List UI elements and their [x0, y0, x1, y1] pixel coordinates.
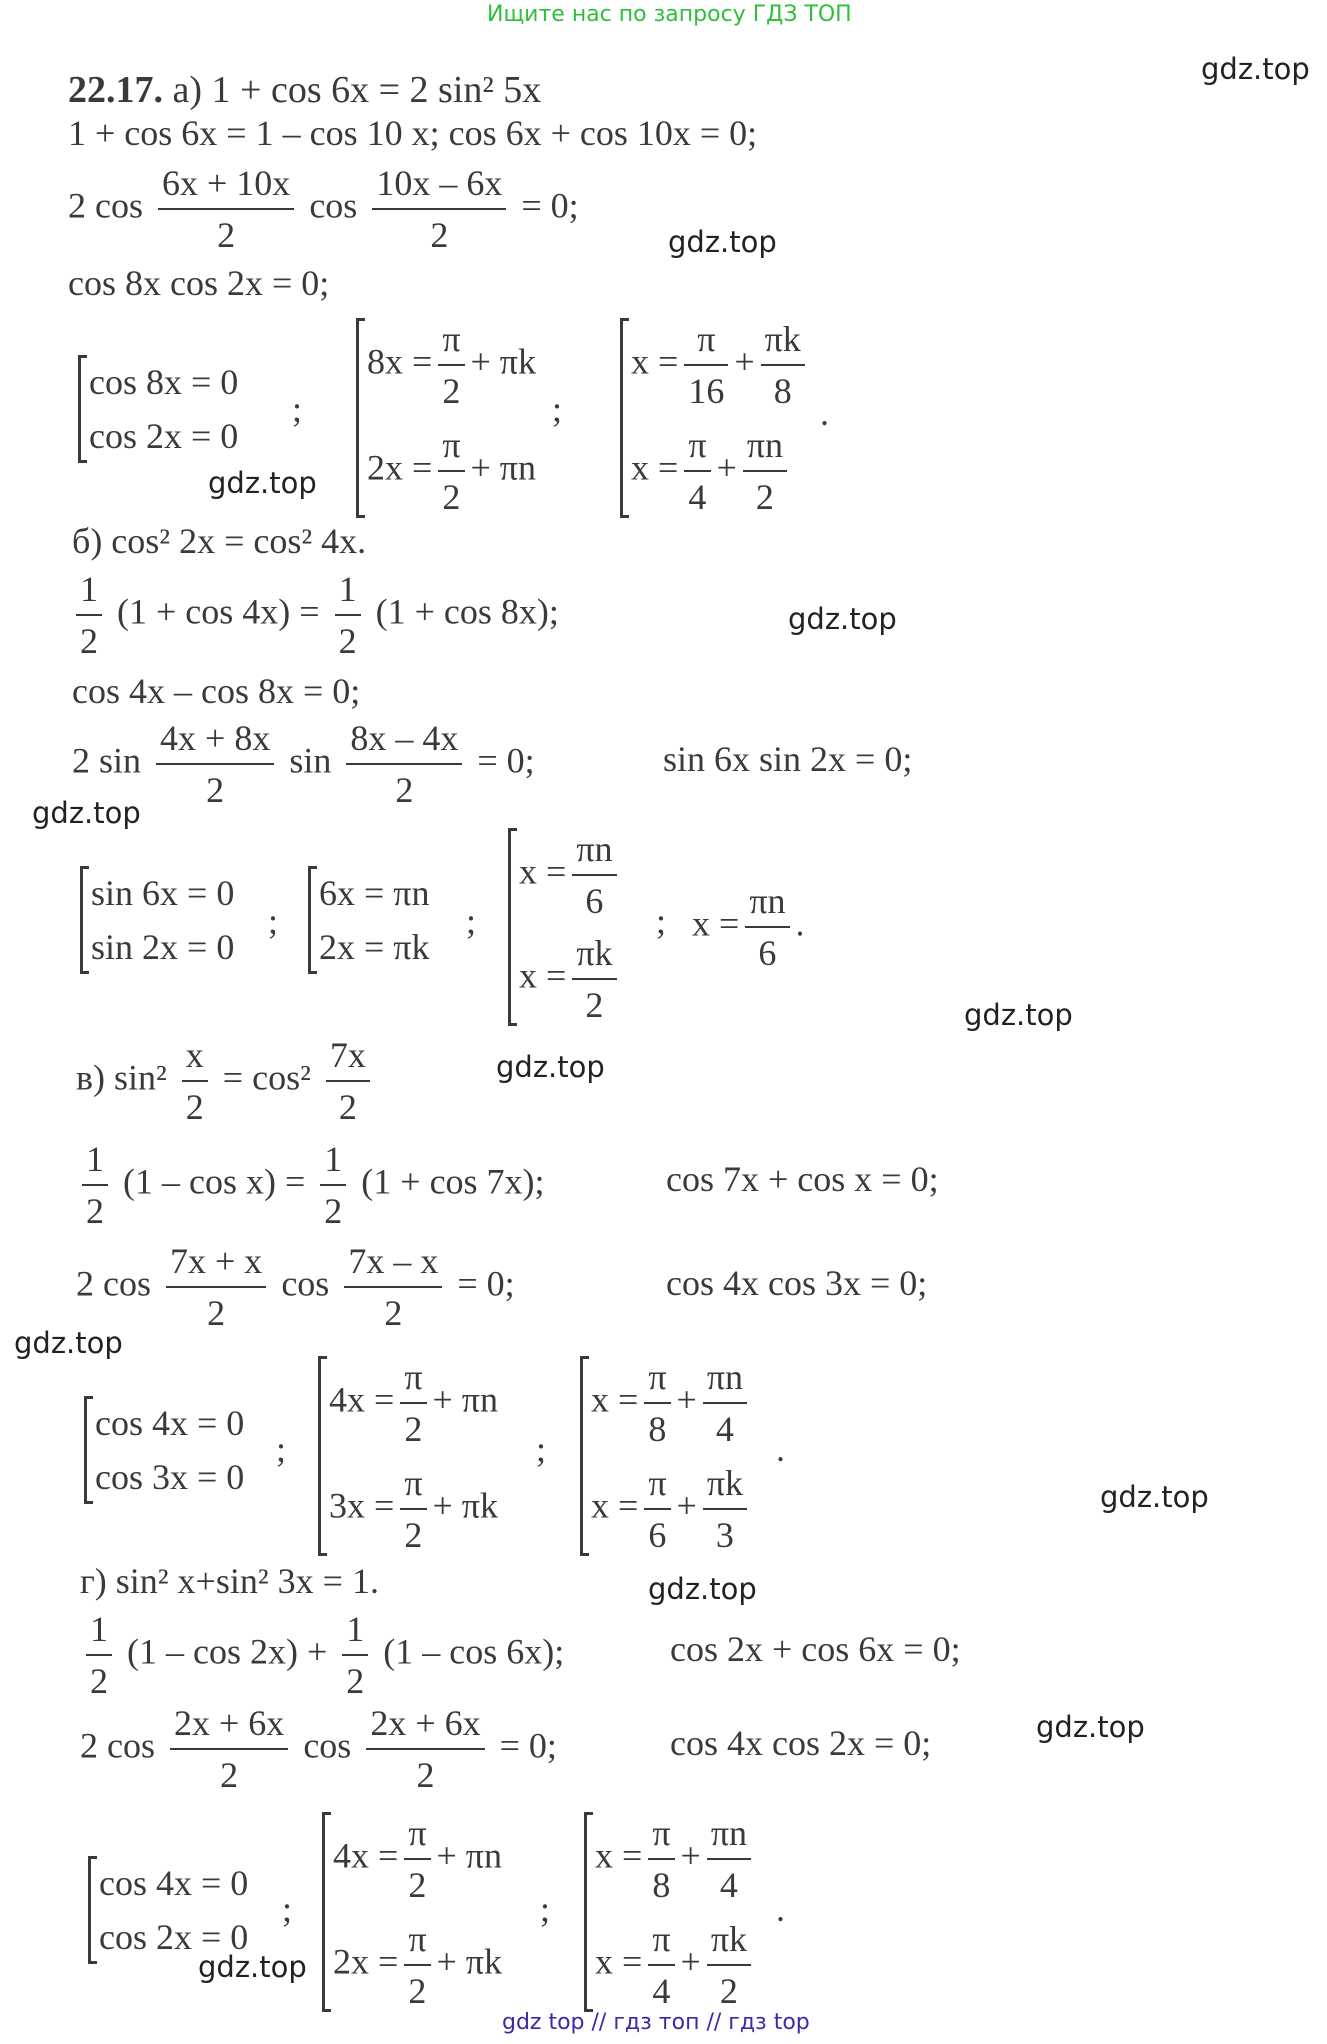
text: = 0; [477, 740, 535, 781]
text: 2 cos [68, 185, 143, 226]
text: = cos² [222, 1057, 311, 1098]
numerator: x [182, 1034, 208, 1082]
denominator: 2 [338, 621, 357, 661]
text: + [680, 1941, 701, 1982]
numerator: π [438, 424, 464, 472]
problem-c-line-2 [76, 1138, 545, 1232]
denominator: 2 [416, 1755, 435, 1795]
system-row: sin 6x = 0 [91, 873, 235, 913]
problem-a-statement: а) 1 + cos 6x = 2 sin² 5x [172, 69, 542, 111]
numerator: 6x + 10x [158, 162, 294, 210]
problem-b-line-4-right: sin 6x sin 2x = 0; [663, 739, 913, 779]
text: (1 – cos 6x); [383, 1631, 565, 1672]
system-row: cos 3x = 0 [95, 1457, 245, 1497]
numerator: πn [572, 828, 616, 876]
problem-d-system-1 [88, 1856, 248, 1964]
fraction [156, 717, 274, 811]
text: 4x = [329, 1379, 395, 1420]
watermark: gdz.top [14, 1326, 123, 1360]
system-row [333, 1918, 502, 2012]
text: = 0; [499, 1725, 557, 1766]
numerator: π [438, 318, 464, 366]
denominator: 4 [719, 1865, 738, 1905]
text: (1 + cos 8x); [375, 591, 559, 632]
denominator: 2 [80, 621, 98, 661]
system-row [367, 424, 536, 518]
text: + [676, 1379, 697, 1420]
numerator: 4x + 8x [156, 717, 274, 765]
system-row [519, 828, 623, 922]
text: 8x = [367, 341, 433, 382]
denominator: 4 [715, 1409, 734, 1449]
numerator: π [684, 424, 710, 472]
numerator: π [644, 1356, 670, 1404]
watermark: gdz.top [198, 1950, 307, 1984]
watermark: gdz.top [1036, 1710, 1145, 1744]
system-row [329, 1356, 498, 1450]
problem-b-system-3 [508, 828, 623, 1026]
denominator: 2 [206, 770, 225, 810]
problem-c-line-2-right: cos 7x + cos x = 0; [666, 1159, 939, 1199]
numerator: 7x – x [344, 1240, 442, 1288]
denominator: 6 [648, 1515, 667, 1555]
period: . [776, 1429, 785, 1469]
separator: ; [268, 901, 279, 941]
numerator: 8x – 4x [346, 717, 462, 765]
fraction [644, 1356, 670, 1450]
fraction [182, 1034, 208, 1128]
numerator: 2x + 6x [170, 1702, 288, 1750]
denominator: 2 [217, 215, 236, 255]
system-row [595, 1812, 757, 1906]
system-row: cos 2x = 0 [99, 1917, 249, 1957]
fraction [366, 1702, 484, 1796]
problem-number: 22.17. [68, 69, 163, 111]
separator: ; [552, 389, 563, 429]
text: (1 + cos 7x); [361, 1161, 545, 1202]
problem-b-line-3: cos 4x – cos 8x = 0; [72, 671, 361, 711]
problem-d-line-1: г) sin² x+sin² 3x = 1. [80, 1561, 379, 1601]
numerator: πk [761, 318, 805, 366]
problem-d-line-3-right: cos 4x cos 2x = 0; [670, 1723, 932, 1763]
watermark: gdz.top [648, 1572, 757, 1606]
text: + πn [470, 447, 536, 488]
period: . [795, 903, 805, 944]
system-row [591, 1462, 753, 1556]
numerator: π [404, 1918, 430, 1966]
numerator: 1 [335, 568, 361, 616]
separator: ; [276, 1429, 287, 1469]
fraction [438, 424, 464, 518]
separator: ; [536, 1429, 547, 1469]
fraction [745, 880, 789, 974]
denominator: 2 [719, 1971, 738, 2011]
problem-a-line-3 [68, 162, 579, 256]
text: + [680, 1835, 701, 1876]
text: 2x = [367, 447, 433, 488]
text: x = [595, 1941, 643, 1982]
fraction [170, 1702, 288, 1796]
denominator: 2 [404, 1409, 423, 1449]
problem-c-line-1 [76, 1034, 376, 1128]
watermark: gdz.top [208, 466, 317, 500]
denominator: 3 [715, 1515, 734, 1555]
problem-c-system-1 [84, 1396, 244, 1504]
numerator: π [684, 318, 728, 366]
system-row [333, 1812, 502, 1906]
numerator: πk [707, 1918, 751, 1966]
fraction [86, 1608, 112, 1702]
footer-links[interactable]: gdz top // гдз топ // гдз top [502, 2010, 810, 2035]
denominator: 2 [585, 985, 604, 1025]
separator: ; [466, 901, 477, 941]
fraction [404, 1812, 430, 1906]
system-row: 6x = πn [319, 873, 430, 913]
denominator: 4 [688, 477, 707, 517]
separator: ; [292, 389, 303, 429]
text: cos [309, 185, 358, 226]
fraction [320, 1138, 346, 1232]
text: + πk [470, 341, 536, 382]
problem-c-line-3 [76, 1240, 515, 1334]
fraction [648, 1812, 674, 1906]
system-row: 2x = πk [319, 927, 430, 967]
fraction [438, 318, 464, 412]
fraction [166, 1240, 266, 1334]
problem-a-line-1 [68, 68, 541, 112]
denominator: 8 [652, 1865, 671, 1905]
denominator: 2 [395, 770, 414, 810]
denominator: 8 [773, 371, 792, 411]
fraction [572, 828, 616, 922]
text: x = [631, 341, 679, 382]
fraction [684, 424, 710, 518]
fraction [400, 1356, 426, 1450]
text: + [734, 341, 755, 382]
text: x = [692, 903, 740, 944]
text: 2x = [333, 1941, 399, 1982]
denominator: 2 [442, 477, 461, 517]
numerator: πn [745, 880, 789, 928]
text: x = [631, 447, 679, 488]
text: + πn [436, 1835, 502, 1876]
denominator: 2 [220, 1755, 239, 1795]
fraction [684, 318, 728, 412]
text: x = [595, 1835, 643, 1876]
fraction [743, 424, 787, 518]
denominator: 2 [408, 1971, 427, 2011]
text: (1 + cos 4x) = [117, 591, 320, 632]
denominator: 6 [758, 933, 777, 973]
text: = 0; [521, 185, 579, 226]
system-row: cos 4x = 0 [95, 1403, 245, 1443]
watermark: gdz.top [668, 225, 777, 259]
text: (1 – cos x) = [123, 1161, 306, 1202]
numerator: 1 [320, 1138, 346, 1186]
system-row: sin 2x = 0 [91, 927, 235, 967]
denominator: 2 [324, 1191, 343, 1231]
problem-a-line-2: 1 + cos 6x = 1 – cos 10 x; cos 6x + cos 10x = 0; [68, 113, 758, 153]
problem-b-system-1 [80, 866, 234, 974]
system-row [591, 1356, 753, 1450]
text: 4x = [333, 1835, 399, 1876]
fraction [703, 1356, 747, 1450]
fraction [572, 932, 616, 1026]
numerator: π [648, 1918, 674, 1966]
numerator: πk [572, 932, 616, 980]
numerator: 7x [326, 1034, 370, 1082]
numerator: πn [743, 424, 787, 472]
denominator: 16 [688, 371, 725, 411]
fraction [344, 1240, 442, 1334]
problem-a-system-1 [78, 355, 238, 463]
text: cos [303, 1725, 352, 1766]
numerator: 7x + x [166, 1240, 266, 1288]
numerator: 1 [86, 1608, 112, 1656]
separator: ; [282, 1889, 293, 1929]
system-row [329, 1462, 498, 1556]
denominator: 2 [338, 1087, 357, 1127]
denominator: 2 [185, 1087, 204, 1127]
watermark: gdz.top [32, 796, 141, 830]
problem-b-line-2 [70, 568, 559, 662]
system-row [519, 932, 623, 1026]
denominator: 8 [648, 1409, 667, 1449]
fraction [761, 318, 805, 412]
period: . [820, 393, 829, 433]
problem-d-line-3 [80, 1702, 557, 1796]
problem-b-system-2 [308, 866, 429, 974]
system-row: cos 2x = 0 [89, 416, 239, 456]
text: + [676, 1485, 697, 1526]
watermark: gdz.top [1100, 1480, 1209, 1514]
text: cos [281, 1263, 330, 1304]
fraction [400, 1462, 426, 1556]
problem-a-system-3 [620, 318, 811, 518]
denominator: 2 [86, 1191, 104, 1231]
fraction [82, 1138, 108, 1232]
numerator: π [400, 1462, 426, 1510]
text: x = [591, 1379, 639, 1420]
problem-a-system-2 [356, 318, 536, 518]
numerator: 1 [82, 1138, 108, 1186]
problem-d-system-3 [584, 1812, 757, 2012]
watermark: gdz.top [496, 1050, 605, 1084]
numerator: 10x – 6x [372, 162, 506, 210]
problem-d-line-2 [80, 1608, 564, 1702]
text: в) sin² [76, 1057, 167, 1098]
fraction [707, 1918, 751, 2012]
problem-b-line-4 [72, 717, 535, 811]
numerator: π [400, 1356, 426, 1404]
separator: ; [656, 901, 667, 941]
search-hint[interactable]: Ищите нас по запросу ГДЗ ТОП [487, 2, 852, 27]
denominator: 2 [408, 1865, 427, 1905]
denominator: 2 [90, 1661, 108, 1701]
watermark: gdz.top [1201, 52, 1310, 86]
denominator: 2 [442, 371, 461, 411]
text: x = [519, 955, 567, 996]
fraction [335, 568, 361, 662]
numerator: 1 [342, 1608, 368, 1656]
system-row: cos 4x = 0 [99, 1863, 249, 1903]
numerator: π [644, 1462, 670, 1510]
numerator: π [404, 1812, 430, 1860]
denominator: 6 [585, 881, 604, 921]
text: (1 – cos 2x) + [127, 1631, 328, 1672]
period: . [776, 1889, 785, 1929]
fraction [703, 1462, 747, 1556]
system-row [595, 1918, 757, 2012]
fraction [644, 1462, 670, 1556]
fraction [342, 1608, 368, 1702]
text: + πk [436, 1941, 502, 1982]
numerator: 1 [76, 568, 102, 616]
denominator: 2 [404, 1515, 423, 1555]
text: = 0; [457, 1263, 515, 1304]
watermark: gdz.top [788, 602, 897, 636]
system-row [367, 318, 536, 412]
fraction [372, 162, 506, 256]
separator: ; [540, 1889, 551, 1929]
denominator: 2 [430, 215, 449, 255]
text: x = [519, 851, 567, 892]
denominator: 2 [346, 1661, 365, 1701]
fraction [648, 1918, 674, 2012]
system-row: cos 8x = 0 [89, 362, 239, 402]
problem-d-system-2 [322, 1812, 502, 2012]
numerator: πn [707, 1812, 751, 1860]
fraction [346, 717, 462, 811]
fraction [707, 1812, 751, 1906]
problem-c-system-2 [318, 1356, 498, 1556]
fraction [326, 1034, 370, 1128]
text: x = [591, 1485, 639, 1526]
text: + πn [432, 1379, 498, 1420]
watermark: gdz.top [964, 998, 1073, 1032]
denominator: 2 [384, 1293, 403, 1333]
numerator: πn [703, 1356, 747, 1404]
problem-c-line-3-right: cos 4x cos 3x = 0; [666, 1263, 928, 1303]
problem-d-line-2-right: cos 2x + cos 6x = 0; [670, 1629, 961, 1669]
fraction [76, 568, 102, 662]
denominator: 4 [652, 1971, 671, 2011]
numerator: πk [703, 1462, 747, 1510]
text: + πk [432, 1485, 498, 1526]
numerator: π [648, 1812, 674, 1860]
problem-c-system-3 [580, 1356, 753, 1556]
fraction [158, 162, 294, 256]
text: sin [289, 740, 332, 781]
fraction [404, 1918, 430, 2012]
numerator: 2x + 6x [366, 1702, 484, 1750]
problem-a-line-4: cos 8x cos 2x = 0; [68, 263, 330, 303]
text: 3x = [329, 1485, 395, 1526]
denominator: 2 [755, 477, 774, 517]
problem-b-line-1: б) cos² 2x = cos² 4x. [72, 521, 367, 561]
text: + [716, 447, 737, 488]
denominator: 2 [207, 1293, 226, 1333]
text: 2 cos [76, 1263, 151, 1304]
text: 2 sin [72, 740, 142, 781]
text: 2 cos [80, 1725, 155, 1766]
system-row [631, 424, 811, 518]
problem-b-answer [692, 880, 805, 974]
system-row [631, 318, 811, 412]
